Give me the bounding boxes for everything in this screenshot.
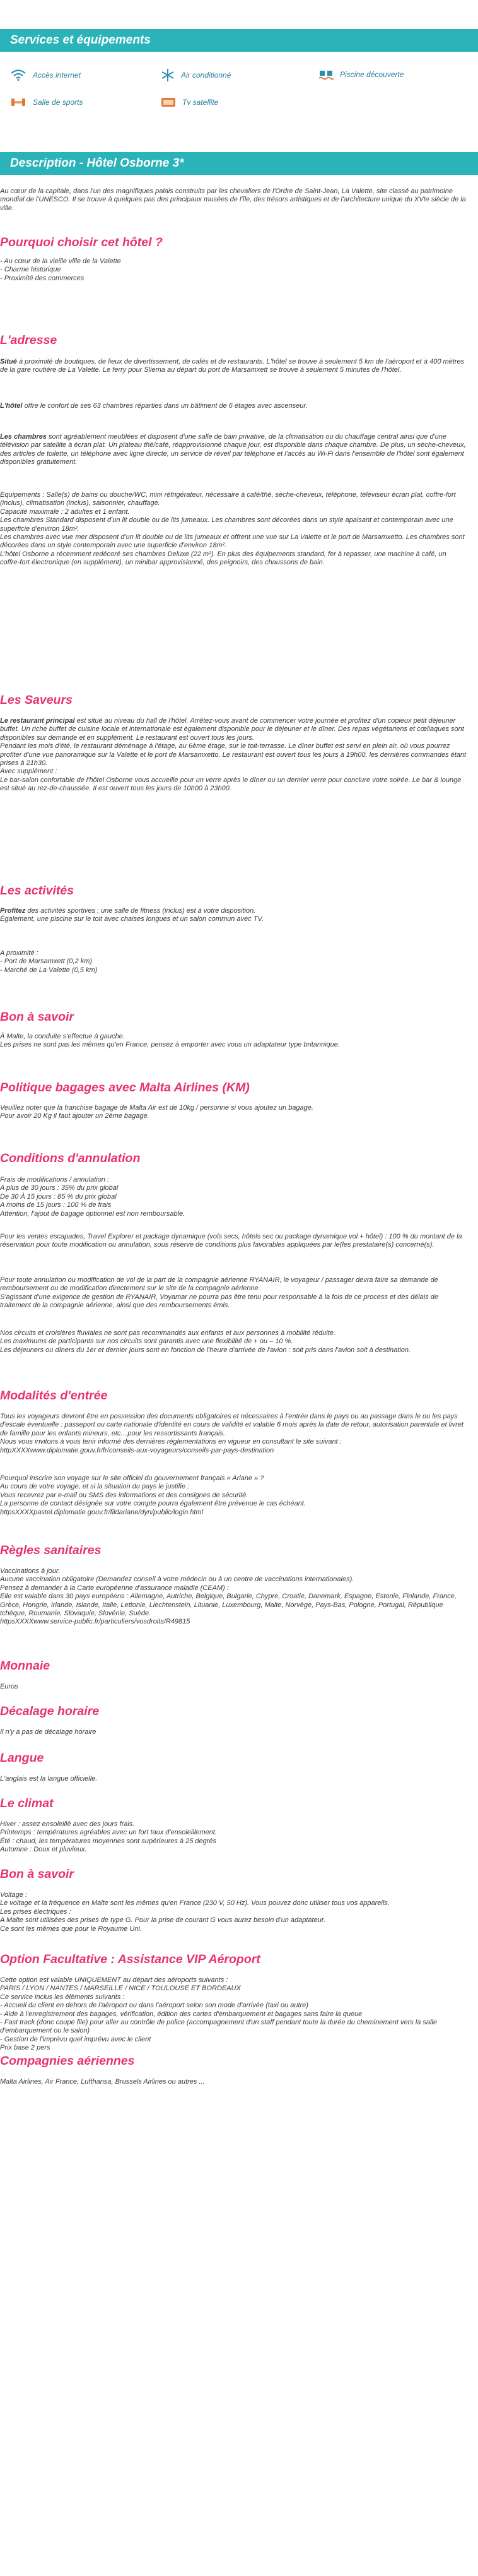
bold-lead: Profitez <box>0 907 26 915</box>
section-text: Equipements : Salle(s) de bains ou douche/WC, mini réfrigérateur, nécessaire à café/thé, sèche-cheveux, téléphone, téléviseur écran plat, coffre-fort (inclus), climatisation (inclus), saisonnier, chauffage. Capacité maximale : 2 adultes et 1 enfant. Les chambres Standard disposent d'un lit double ou de lits jumeaux. Les chambres sont décorées dans un style apaisant et contemporain avec une superficie d'environ 18m². Les chambres avec vue mer disposent d'un lit double ou de lits jumeaux et offrent une vue sur La Valette et le port de Marsamxetto. Les chambres sont décorées dans un style contemporain avec une superficie d'environ 18m². L'hôtel Osborne a récemment redécoré ses chambres Deluxe (22 m²). En plus des équipements standard, fer à repasser, une machine à café, un coffre-fort électronique (en supplément), un minibar approvisionné, des peignoirs, des chaussons de bain. <box>0 491 465 567</box>
section-text: Nos circuits et croisières fluviales ne sont pas recommandés aux enfants et aux personnes à mobilité réduite. Les maximums de participants sur nos circuits sont garantis avec une flexibilité de + ou – 10 %. Les déjeuners ou dîners du 1er et dernier jours sont en fonction de l'heure d'arrivée de l'avion : soit pris dans l'avion soit à destination. <box>0 1329 411 1354</box>
section-text: A proximité : - Port de Marsamxett (0,2 km) - Marché de La Valette (0,5 km) <box>0 949 98 974</box>
section-title: Les Saveurs <box>0 693 73 707</box>
amenity-label: Piscine découverte <box>340 70 404 79</box>
description-title: Description - Hôtel Osborne 3* <box>10 157 184 170</box>
wifi-icon <box>10 69 26 81</box>
section-text: Voltage : Le voltage et la fréquence en Malte sont les mêmes qu'en France (230 V, 50 Hz). Vous pouvez donc utiliser tous vos appareils. Les prises électriques : A Malte sont utilisées des prises de type G. Pour la prise de courant G vous aurez besoin d'un adaptateur. Ce sont les mêmes que pour le Royaume Uni. <box>0 1891 390 1933</box>
bold-lead: Les chambres <box>0 433 47 441</box>
section-text: Pour les ventes escapades, Travel Explorer et package dynamique (vols secs, hôtels sec ou package dynamique vol + hôtel) : 100 % du montant de la réservation pour toute modification ou annulation, sous réserve de conditions plus favorables appliquées par le(les prestataire(s) concerné(s). <box>0 1233 462 1249</box>
section-title: Bon à savoir <box>0 1010 74 1024</box>
text: sont agréablement meublées et disposent d'une salle de bain privative, de la climatisation ou du chauffage central ainsi que d'une télévision par satellite à écran plat. Un plateau thé/café, réapprovisionné chaque jour, est disponible dans chaque chambre. De plus, un sèche-cheveux, des articles de toilette, un téléphone avec ligne directe, un service de réveil par téléphone et l'accès au Wi-Fi dans l'ensemble de l'hôtel sont également disponibles gratuitement. <box>0 433 466 466</box>
section-title: Bon à savoir <box>0 1867 74 1881</box>
section-text: Frais de modifications / annulation : A plus de 30 jours : 35% du prix global De 30 À 15 jours : 85 % du prix global A moins de 15 jours : 100 % de frais Attention, l'ajout de bagage optionnel est non remboursable. <box>0 1176 185 1218</box>
pool-icon <box>318 68 334 81</box>
section-title: Décalage horaire <box>0 1704 100 1718</box>
tv-icon <box>161 96 176 109</box>
amenity-tv <box>161 96 218 109</box>
amenity-label: Tv satellite <box>182 98 219 107</box>
section-text: - Au cœur de la vieille ville de la Valette - Charme historique - Proximité des commerces <box>0 258 121 282</box>
section-title: Pourquoi choisir cet hôtel ? <box>0 235 163 249</box>
description-intro: Au cœur de la capitale, dans l'un des magnifiques palais construits par les chevaliers de l'Ordre de Saint-Jean, La Valette, site classé au patrimoine mondial de l'UNESCO. Il se trouve à quelques pas des principaux musées de l'île, des trésors artistiques et de l'architecture unique du XVIe siècle de la ville. <box>0 187 466 212</box>
bold-lead: L'hôtel <box>0 402 23 410</box>
section-text: Malta Airlines, Air France, Lufthansa, Brussels Airlines ou autres ... <box>0 2078 205 2086</box>
dumbbell-icon <box>10 96 26 109</box>
section-text <box>0 358 467 375</box>
section-text: Il n'y a pas de décalage horaire <box>0 1728 96 1736</box>
bold-lead: Le restaurant principal <box>0 717 75 725</box>
section-text: L'anglais est la langue officielle. <box>0 1775 98 1783</box>
services-title: Services et équipements <box>10 33 151 47</box>
section-title: Politique bagages avec Malta Airlines (KM) <box>0 1081 250 1095</box>
section-text: Hiver : assez ensoleillé avec des jours frais. Printemps : températures agréables avec un fort taux d'ensoleillement. Été : chaud, les températures moyennes sont supérieures à 25 degrés Automne : Doux et pluvieux. <box>0 1820 217 1854</box>
section-title: Modalités d'entrée <box>0 1389 108 1403</box>
amenity-wifi <box>10 69 81 81</box>
section-text <box>0 907 467 924</box>
services-header <box>0 29 478 52</box>
section-text <box>0 402 467 410</box>
text: offre le confort de ses 63 chambres réparties dans un bâtiment de 6 étages avec ascenseur. <box>22 402 308 410</box>
section-title: Règles sanitaires <box>0 1543 102 1557</box>
text: à proximité de boutiques, de lieux de divertissement, de cafés et de restaurants. L'hôtel se trouve à seulement 5 km de l'aéroport et à 400 mètres de la gare routière de La Valette. Le ferry pour Sliema au départ du port de Marsamxett se trouve à seulement 5 minutes de l'hôtel. <box>0 358 465 374</box>
description-header <box>0 152 478 175</box>
section-text: Pour toute annulation ou modification de vol de la part de la compagnie aérienne RYANAIR, le voyageur / passager devra faire sa demande de remboursement ou de modification directement sur le site de la compagnie aérienne. S'agissant d'une exigence de gestion de RYANAIR, Voyamar ne pourra pas être tenu pour responsable à la fois de ce process et des délais de traitement de la compagnie aérienne, ainsi que des remboursements émis. <box>0 1276 438 1310</box>
section-title: Compagnies aériennes <box>0 2054 135 2068</box>
amenity-pool <box>318 68 404 81</box>
section-title: Langue <box>0 1751 44 1765</box>
section-text: Pourquoi inscrire son voyage sur le site officiel du gouvernement français « Ariane » ? Au cours de votre voyage, et si la situation du pays le justifie : Vous recevrez par e-mail ou SMS des informations et des consignes de sécurité. La personne de contact désignée sur votre compte pourra également être prévenue le cas échéant. httpsXXXXpastel.diplomatie.gouv.fr/fildariane/dyn/public/login.html <box>0 1475 306 1516</box>
amenity-ac <box>161 68 231 82</box>
section-text: Euros <box>0 1683 18 1690</box>
amenity-label: Accès internet <box>33 71 81 80</box>
section-text: Cette option est valable UNIQUEMENT au départ des aéroports suivants : PARIS / LYON / NANTES / MARSEILLE / NICE / TOULOUSE ET BORDEAUX Ce service inclus les éléments suivants : - Accueil du client en dehors de l'aéroport ou dans l'aéroport selon son mode d'arrivée (taxi ou autre) - Aide à l'enregistrement des bagages, vérification, édition des cartes d'embarquement et bagages sans faire la queue - Fast track (donc coupe file) pour aller au contrôle de police (accompagnement d'un staff pendant toute la durée du cheminement vers la salle d'embarquement ou le salon) - Gestion de l'imprévu quel imprévu avec le client Prix base 2 pers <box>0 1976 438 2052</box>
section-text: Tous les voyageurs devront être en possession des documents obligatoires et nécessaires à l'entrée dans le pays ou au passage dans le ou les pays d'escale éventuelle : passeport ou carte nationale d'identité en cours de validité et valable 6 mois après la date de retour, autorisation parentale et livret de famille pour les enfants mineurs, etc…pour les ressortissants français. Nous vous invitons à vous tenir informé des dernières réglementations en vigueur en consultant le site suivant : httpXXXXwww.diplomatie.gouv.fr/fr/conseils-aux-voyageurs/conseils-par-pays-destination <box>0 1413 463 1454</box>
section-title: Conditions d'annulation <box>0 1151 141 1165</box>
section-text: Vaccinations à jour. Aucune vaccination obligatoire (Demandez conseil à votre médecin ou à un centre de vaccinations internationales). Pensez à demander à la Carte européenne d'assurance maladie (CEAM) : Elle est valable dans 30 pays européens : Allemagne, Autriche, Belgique, Bulgarie, Chypre, Croatie, Danemark, Espagne, Estonie, Finlande, France, Grèce, Hongrie, Irlande, Islande, Italie, Lettonie, Liechtenstein, Lituanie, Luxembourg, Malte, Norvège, Pays-Bas, Pologne, Portugal, République tchèque, Roumanie, Slovaquie, Slovénie, Suède. httpsXXXXwww.service-public.fr/particuliers/vosdroits/R49815 <box>0 1567 457 1626</box>
section-title: Le climat <box>0 1796 54 1810</box>
section-text: À Malte, la conduite s'effectue à gauche. Les prises ne sont pas les mêmes qu'en France, pensez à emporter avec vous un adaptateur type britannique. <box>0 1033 340 1049</box>
section-text <box>0 433 467 467</box>
amenity-label: Air conditionné <box>181 71 231 80</box>
amenity-label: Salle de sports <box>33 98 83 107</box>
text: des activités sportives : une salle de fitness (inclus) est à votre disposition. Également, une piscine sur le toit avec chaises longues et un salon commun avec TV. <box>0 907 264 923</box>
section-title: L'adresse <box>0 333 57 347</box>
text: est situé au niveau du hall de l'hôtel. Arrêtez-vous avant de commencer votre journée et profitez d'un copieux petit déjeuner buffet. Un riche buffet de cuisine locale et internationale est également disponible pour le déjeuner et le dîner. Des repas végétariens et cœliaques sont disponibles sur demande et en supplément. Le restaurant est ouvert tous les jours. Pendant les mois d'été, le restaurant déménage à l'étage, au 6ème étage, sur le toit-terrasse. Le dîner buffet est servi en plein air, où vous pourrez profiter d'une vue panoramique sur la Valette et le port de Marsamxetto. Le restaurant est ouvert tous les jours à 19h00, les dernières commandes étant prises à 21h30. Avec supplément : Le bar-salon confortable de l'hôtel Osborne vous accueille pour un verre après le dîner ou un dernier verre pour conclure votre soirée. Le bar & lounge est situé au rez-de-chaussée. Il est ouvert tous les jours de 10h00 à 23h00. <box>0 717 467 793</box>
section-title: Monnaie <box>0 1659 50 1673</box>
bold-lead: Situé <box>0 358 17 365</box>
snowflake-icon <box>161 68 175 82</box>
section-title: Option Facultative : Assistance VIP Aéroport <box>0 1952 260 1966</box>
amenity-gym <box>10 96 83 109</box>
section-title: Les activités <box>0 884 74 898</box>
section-text <box>0 717 467 793</box>
section-text: Veuillez noter que la franchise bagage de Malta Air est de 10kg / personne si vous ajoutez un bagage. Pour avoir 20 Kg il faut ajouter un 2ème bagage. <box>0 1104 313 1120</box>
